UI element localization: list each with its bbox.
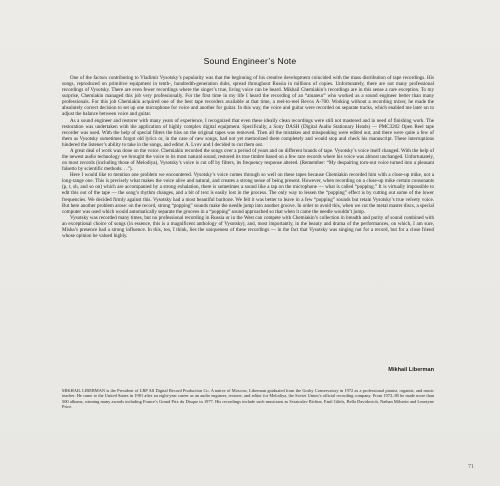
page-title: Sound Engineer’s Note [203,56,297,66]
page-number: 71 [468,464,474,470]
author-bio: MIKHAIL LIBERMAN is the President of LRP All Digital Record Production Co. A native of Moscow, Liberman graduated from the Gorky Conservatory in 1972 as a professional pianist, organist, and music teacher. He came to the United States in 1981 after an eight-year career as an audio engineer, restorer, and editor for Melodiya, the Soviet Union’s official recording company. From 1972–80 he made more than 500 albums, winning many awards including France’s Grand Prix du Disque in 1977. His recordings include such musicians as Sviatoslav Richter, Emil Gilels, Bella Davidovich, Nathan Milstein and Leontyne Price. [62,388,434,409]
paragraph: Here I would like to mention one problem we encountered. Vysotsky’s voice comes through so well on these tapes because Chemiakin recorded him with a close-up mike, not a long-range one. This is precisely what makes the voice alive and natural, and creates a strong sense of being present. However, when recording on a close-up mike certain consonants (p, t, sh, and so on) which are accompanied by a strong exhalation, there is sometimes a sound like a tap on the microphone — what is called “popping.” It is virtually impossible to edit this out of the tape — the song’s rhythm changes, and a bit of text is easily lost in the process. The only way to lessen the “popping” effect is by cutting out some of the lower frequencies. We decided firmly against this. Vysotsky had a most beautiful baritone. We felt it was better to leave in a few “popping” sounds but retain Vysotsky’s true velvety voice. But here another problem arose: on the record, strong “popping” sounds make the needle jump into another groove. In order to avoid this, when we cut the metal master discs, a special computer was used which would automatically separate the grooves in a “popping” sound approached so that when it came the needle wouldn’t jump. [62,172,434,215]
paragraph: A great deal of work was done on the voice. Chemiakin recorded the songs over a period of years and on different brands of tape. Vysotsky’s voice itself changed. With the help of the newest audio technology we brought the voice to its most natural sound, restored its true timbre based on a few rare records where his voice was almost unchanged. Unfortunately, on most records (including those of Melodiya), Vysotsky’s voice is cut off by filters, its frequency response altered. (Remember: “My despairing torn-out voice turned into a pleasant falsetto by scientific methods. . .”). [62,147,434,173]
paragraph: Vysotsky was recorded many times, but no professional recording in Russia or in the West can compete with Chemiakin’s collection in breadth and purity of sound combined with an exceptional choice of songs (in essence, this is a magnificent anthology of Vysotsky), and, most importantly, in the beauty and drama of the performances, on which, I am sure, Misha’s presence had a strong influence. In this, too, I think, lies the uniqueness of these recordings — in the fact that Vysotsky was singing not for a record, but for a close friend whose opinion he valued highly. [62,214,434,240]
note-body [62,75,434,239]
paragraph: As a sound engineer and restorer with many years of experience, I recognized that even these ideally clean recordings were still not mastered and in need of finishing work. The restoration was undertaken with the application of highly complex digital equipment. Specifically, a Sony DASH (Digital Audio Stationary Heads) — PMC3202 Open Reel tape recorder was used. With the help of special filters the hiss on the original tapes was removed. Then all the mistakes and misspeaking were edited out, and there were quite a few of them as Vysotsky sometimes forgot old lyrics or, in the case of new songs, had not yet memorized them completely and would stop and check his manuscript. These interruptions hindered the listener’s ability to take in the songs, and editor A. Lvov and I decided to cut them out. [62,117,434,148]
paragraph: One of the factors contributing to Vladimir Vysotsky’s popularity was that the beginning of his creative development coincided with the mass distribution of tape recordings. His songs, reproduced on primitive equipment in tenth-, hundredth-generation dubs, spread throughout Russia in millions of copies. Unfortunately, there are not many professional recordings of Vysotsky. There are even fewer recordings where the singer’s true, living voice can be heard. Mikhail Chemiakin’s recordings are in this sense a rare exception. To my surprise, Chemiakin managed this job very professionally. For the first time in my life I heard the recording of an “amateur” who worked as a sound engineer better than many professionals. For this job Chemiakin acquired one of the best tape recorders available at that time, a reel-to-reel Revox A-700. Working without a recording mixer, he made the absolutely correct decision to set up one microphone for voice and another for guitar. In this way, the voice and guitar were recorded on separate tracks, which enabled me later on to adjust the balance between voice and guitar. [62,75,434,118]
author-signature: Mikhail Liberman [388,367,434,373]
